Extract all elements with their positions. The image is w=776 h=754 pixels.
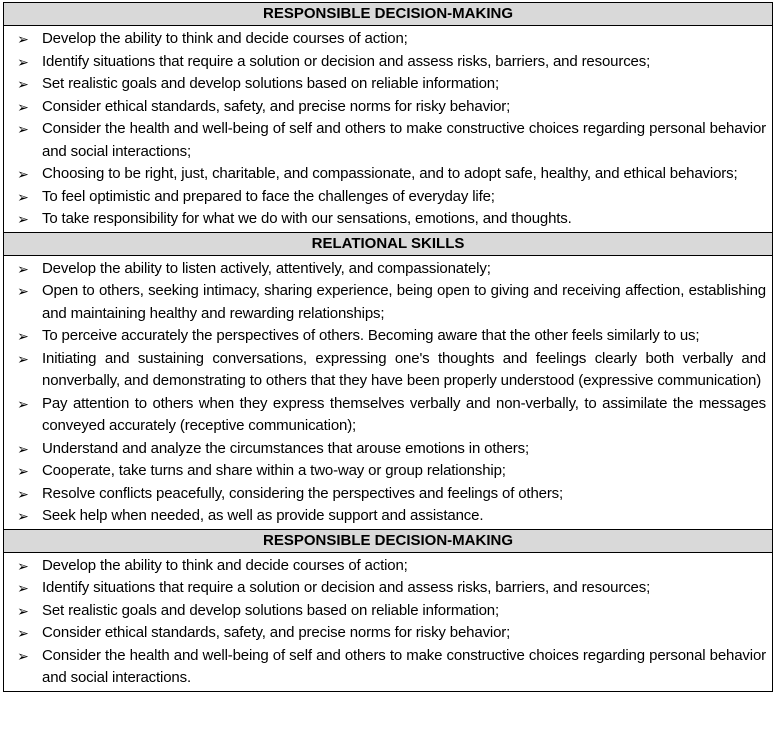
section-header: RESPONSIBLE DECISION-MAKING [4, 529, 772, 553]
bullet-list [4, 553, 772, 691]
list-item [4, 505, 766, 528]
list-item-text: Choosing to be right, just, charitable, and compassionate, and to adopt safe, healthy, and ethical behaviors; [42, 165, 738, 182]
list-item-text: Consider the health and well-being of self and others to make constructive choices regarding personal behavior and social interactions; [42, 120, 766, 160]
arrow-bullet-icon: ➢ [17, 283, 29, 299]
list-item-text: To perceive accurately the perspectives of others. Becoming aware that the other feels similarly to us; [42, 327, 700, 344]
arrow-bullet-icon: ➢ [17, 188, 29, 205]
list-item [4, 73, 766, 96]
skills-table [3, 2, 773, 692]
list-item [4, 258, 766, 281]
list-item [4, 96, 766, 119]
list-item [4, 118, 766, 163]
list-item-text: Identify situations that require a solution or decision and assess risks, barriers, and resources; [42, 579, 651, 596]
arrow-bullet-icon: ➢ [17, 211, 29, 227]
list-item [4, 460, 766, 483]
arrow-bullet-icon: ➢ [17, 350, 29, 367]
list-item-text: Set realistic goals and develop solutions based on reliable information; [42, 601, 499, 619]
list-item-text: Open to others, seeking intimacy, sharing experience, being open to giving and receiving affection, establishing and maintaining healthy and rewarding relationships; [42, 282, 766, 322]
list-item-text: Consider ethical standards, safety, and precise norms for risky behavior; [42, 97, 511, 115]
arrow-bullet-icon: ➢ [17, 76, 29, 92]
list-item-text: Identify situations that require a solution or decision and assess risks, barriers, and resources; [42, 52, 651, 70]
list-item-text: Consider ethical standards, safety, and precise norms for risky behavior; [42, 624, 511, 641]
list-item-text: Develop the ability to listen actively, attentively, and compassionately; [42, 259, 491, 277]
list-item [4, 645, 766, 690]
list-item [4, 186, 766, 209]
list-item-text: Pay attention to others when they express themselves verbally and non-verbally, to assimilate the messages conveyed accurately (receptive communication); [42, 394, 766, 434]
list-item [4, 622, 766, 645]
list-item [4, 483, 766, 506]
list-item-text: To take responsibility for what we do with our sensations, emotions, and thoughts. [42, 210, 572, 227]
list-item [4, 577, 766, 600]
list-item [4, 280, 766, 325]
list-item [4, 163, 766, 186]
arrow-bullet-icon: ➢ [17, 53, 29, 70]
list-item-text: Cooperate, take turns and share within a two-way or group relationship; [42, 462, 506, 479]
section-responsible-decision-making [4, 3, 772, 232]
list-item-text: Resolve conflicts peacefully, considering the perspectives and feelings of others; [42, 484, 564, 502]
list-item-text: Develop the ability to think and decide courses of action; [42, 556, 408, 574]
arrow-bullet-icon: ➢ [17, 647, 29, 664]
list-item-text: Develop the ability to think and decide courses of action; [42, 30, 408, 47]
arrow-bullet-icon: ➢ [17, 602, 29, 619]
list-item [4, 325, 766, 348]
arrow-bullet-icon: ➢ [17, 98, 29, 115]
list-item [4, 28, 766, 51]
section-responsible-decision-making-2 [4, 529, 772, 691]
section-header: RESPONSIBLE DECISION-MAKING [4, 3, 772, 26]
arrow-bullet-icon: ➢ [17, 557, 29, 574]
arrow-bullet-icon: ➢ [17, 395, 29, 412]
arrow-bullet-icon: ➢ [17, 440, 29, 457]
list-item-text: Seek help when needed, as well as provide support and assistance. [42, 507, 484, 524]
list-item-text: Initiating and sustaining conversations, expressing one's thoughts and feelings clearly both verbally and nonverbally, and demonstrating to others that they have been properly understood (expressive communication) [42, 349, 766, 389]
arrow-bullet-icon: ➢ [17, 580, 29, 596]
arrow-bullet-icon: ➢ [17, 328, 29, 344]
bullet-list [4, 256, 772, 529]
section-relational-skills [4, 232, 772, 529]
arrow-bullet-icon: ➢ [17, 121, 29, 137]
arrow-bullet-icon: ➢ [17, 508, 29, 524]
arrow-bullet-icon: ➢ [17, 31, 29, 47]
arrow-bullet-icon: ➢ [17, 485, 29, 502]
arrow-bullet-icon: ➢ [17, 463, 29, 479]
list-item [4, 393, 766, 438]
list-item [4, 555, 766, 578]
bullet-list [4, 26, 772, 232]
arrow-bullet-icon: ➢ [17, 625, 29, 641]
arrow-bullet-icon: ➢ [17, 260, 29, 277]
list-item [4, 600, 766, 623]
list-item-text: To feel optimistic and prepared to face the challenges of everyday life; [42, 187, 495, 205]
list-item-text: Set realistic goals and develop solutions based on reliable information; [42, 75, 499, 92]
list-item [4, 348, 766, 393]
list-item [4, 208, 766, 231]
section-header: RELATIONAL SKILLS [4, 232, 772, 256]
arrow-bullet-icon: ➢ [17, 166, 29, 182]
list-item [4, 51, 766, 74]
list-item [4, 438, 766, 461]
list-item-text: Understand and analyze the circumstances that arouse emotions in others; [42, 439, 529, 457]
list-item-text: Consider the health and well-being of self and others to make constructive choices regarding personal behavior and social interactions. [42, 646, 766, 686]
